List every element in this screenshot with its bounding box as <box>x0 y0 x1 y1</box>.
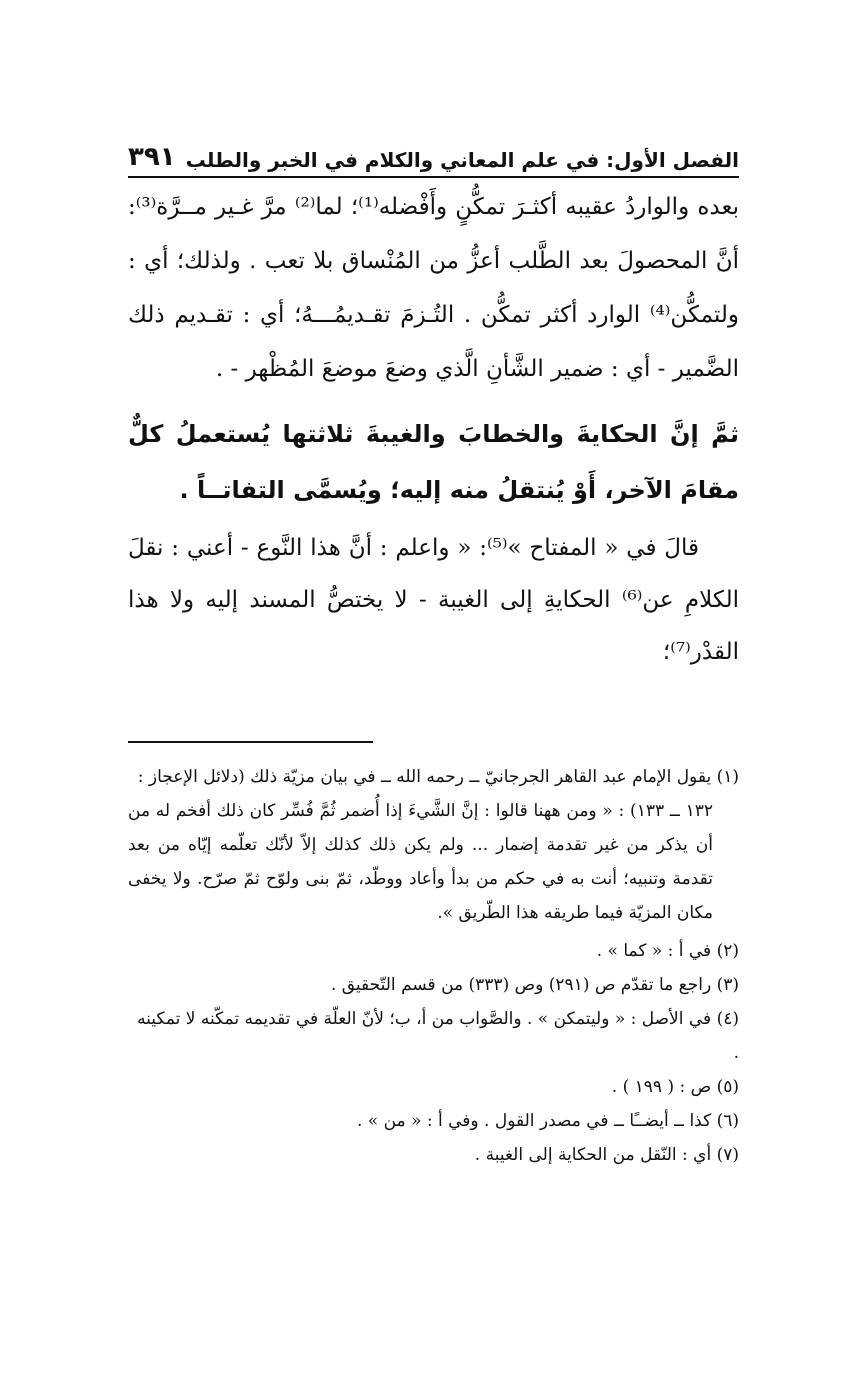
running-header <box>128 136 739 178</box>
footnote-2: (٢) في أ : « كما » . <box>596 941 739 961</box>
footnotes <box>128 760 739 1172</box>
page-number: ٣٩١ <box>128 142 176 172</box>
footnote-divider <box>128 741 373 743</box>
footnote-1-continuation: ١٣٢ ــ ١٣٣) : « ومن ههنا قالوا : إنَّ الشَّيءَ إذا أُضمر ثُمَّ فُسِّر كان ذلك أفخم له من أن يذكر من غير تقدمة إضمار ... ولم يكن ذلك كذلك إلاّ لأنّك تعلّمه إيّاه من بعد تقدمة وتنبيه؛ أنت به في حكم من بدأ وأعاد ووطّد، ثمّ بنى ولوّح ثمّ صرّح. ولا يخفى مكان المزيّة فيما طريقه هذا الطّريق ». <box>128 801 713 923</box>
footnote-5: (٥) ص : ( ١٩٩ ) . <box>611 1077 739 1097</box>
base-text-paragraph: ثمَّ إنَّ الحكايةَ والخطابَ والغيبةَ ثلاثتها يُستعملُ كلٌّ مقامَ الآخر، أَوْ يُنتقلُ منه إليه؛ ويُسمَّى التفاتــاً . <box>128 420 739 504</box>
main-text <box>128 180 739 678</box>
footnote-1: (١) يقول الإمام عبد القاهر الجرجانيّ ــ رحمه الله ــ في بيان مزيّة ذلك (دلائل الإعجاز : <box>137 767 739 787</box>
commentary-paragraph: بعده والواردُ عقيبه أكثـرَ تمكُّنٍ وأَفْضله⁽¹⁾؛ لما⁽²⁾ مرَّ غـير مــرَّة⁽³⁾: أنَّ المحصولَ بعد الطَّلب أعزُّ من المُنْساق بلا تعب . ولذلك؛ أي : ولتمكُّن⁽⁴⁾ الوارد أكثر تمكُّن . التُـزمَ تقـديمُـــهُ؛ أي : تقـديم ذلك الضَّمير - أي : ضمير الشَّأنِ الَّذي وضعَ موضعَ المُظْهر - . <box>128 194 739 382</box>
footnote-6: (٦) كذا ــ أيضــًا ــ في مصدر القول . وفي أ : « من » . <box>357 1111 739 1131</box>
footnote-3: (٣) راجع ما تقدّم ص (٢٩١) وص (٣٣٣) من قسم التّحقيق . <box>330 975 739 995</box>
footnote-4: (٤) في الأصل : « وليتمكن » . والصَّواب من أ، ب؛ لأنّ العلّة في تقديمه تمكّنه لا تمكينه . <box>137 1009 739 1063</box>
chapter-title: الفصل الأول: في علم المعاني والكلام في الخبر والطلب <box>185 148 739 172</box>
footnote-7: (٧) أي : النّقل من الحكاية إلى الغيبة . <box>474 1145 739 1165</box>
quotation-paragraph: قالَ في « المفتاح »⁽⁵⁾: « واعلم : أنَّ هذا النَّوع - أعني : نقلَ الكلامِ عن⁽⁶⁾ الحكايةِ إلى الغيبة - لا يختصُّ المسند إليه ولا هذا القدْر⁽⁷⁾؛ <box>128 535 739 665</box>
